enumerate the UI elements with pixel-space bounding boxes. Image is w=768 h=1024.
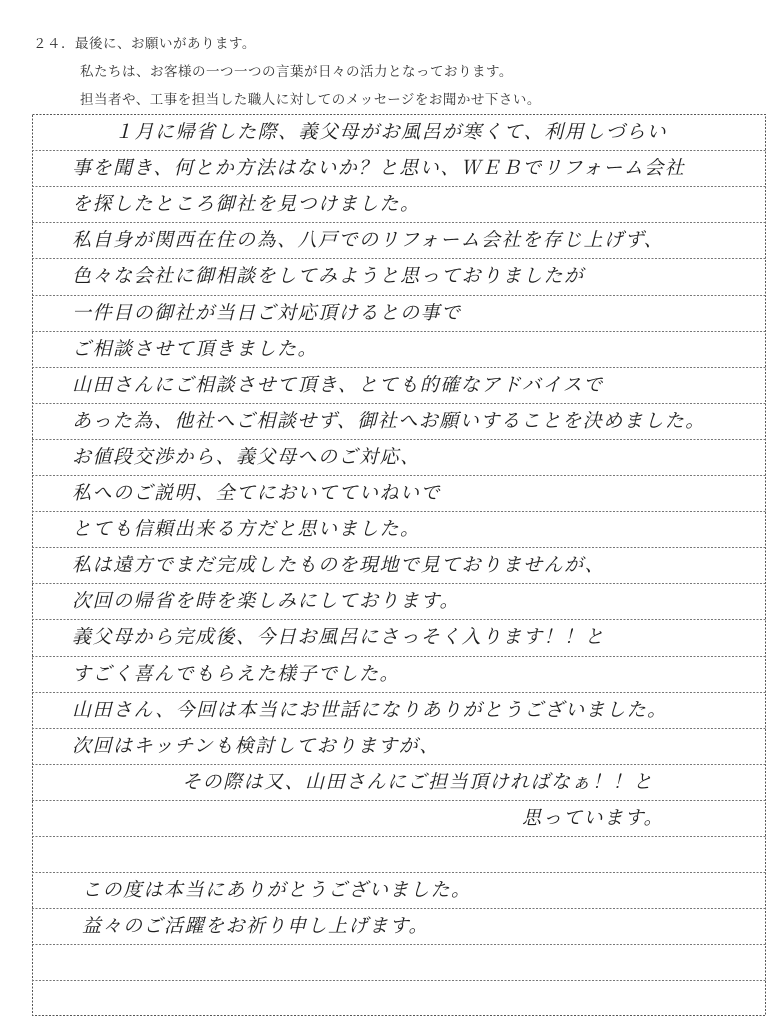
handwritten-line: 私自身が関西在住の為、八戸でのリフォーム会社を存じ上げず、 <box>72 229 665 251</box>
handwritten-line: 山田さんにご相談させて頂き、とても的確なアドバイスで <box>72 374 604 396</box>
questionnaire-header <box>0 0 768 112</box>
question-instruction: 担当者や、工事を担当した職人に対してのメッセージをお聞かせ下さい。 <box>80 92 541 108</box>
handwritten-line: 山田さん、今回は本当にお世話になりありがとうございました。 <box>72 699 668 721</box>
handwritten-line: その際は又、山田さんにご担当頂ければなぁ！！と <box>182 771 654 793</box>
handwritten-line: を探したところ御社を見つけました。 <box>72 193 421 215</box>
handwritten-line: 私へのご説明、全てにおいてていねいで <box>72 482 442 504</box>
handwritten-line: 色々な会社に御相談をしてみようと思っておりましたが <box>72 265 585 287</box>
handwritten-line: とても信頼出来る方だと思いました。 <box>72 518 421 540</box>
question-description: 私たちは、お客様の一つ一つの言葉が日々の活力となっております。 <box>80 64 513 80</box>
handwritten-line: お値段交渉から、義父母へのご対応、 <box>72 446 421 468</box>
handwritten-line: 義父母から完成後、今日お風呂にさっそく入ります！！と <box>72 626 606 648</box>
handwritten-line: 一件目の御社が当日ご対応頂けるとの事で <box>72 302 462 324</box>
handwritten-line: 益々のご活躍をお祈り申し上げます。 <box>82 915 429 937</box>
handwritten-line: 次回の帰省を時を楽しみにしております。 <box>72 590 460 612</box>
handwritten-line: １月に帰省した際、義父母がお風呂が寒くて、利用しづらい <box>114 121 668 143</box>
handwritten-line: あった為、他社へご相談せず、御社へお願いすることを決めました。 <box>72 410 706 432</box>
handwritten-line: ご相談させて頂きました。 <box>72 338 319 360</box>
handwritten-line: すごく喜んでもらえた様子でした。 <box>72 663 401 685</box>
answer-sheet <box>32 114 766 1016</box>
handwritten-line: この度は本当にありがとうございました。 <box>82 879 472 901</box>
handwritten-line: 私は遠方でまだ完成したものを現地で見ておりませんが、 <box>72 554 606 576</box>
handwritten-line: 次回はキッチンも検討しておりますが、 <box>72 735 440 757</box>
handwritten-line: 思っています。 <box>522 807 664 829</box>
handwritten-line: 事を聞き、何とか方法はないか？と思い、ＷＥＢでリフォーム会社 <box>72 157 686 179</box>
question-number-title: ２４．最後に、お願いがあります。 <box>33 36 256 52</box>
